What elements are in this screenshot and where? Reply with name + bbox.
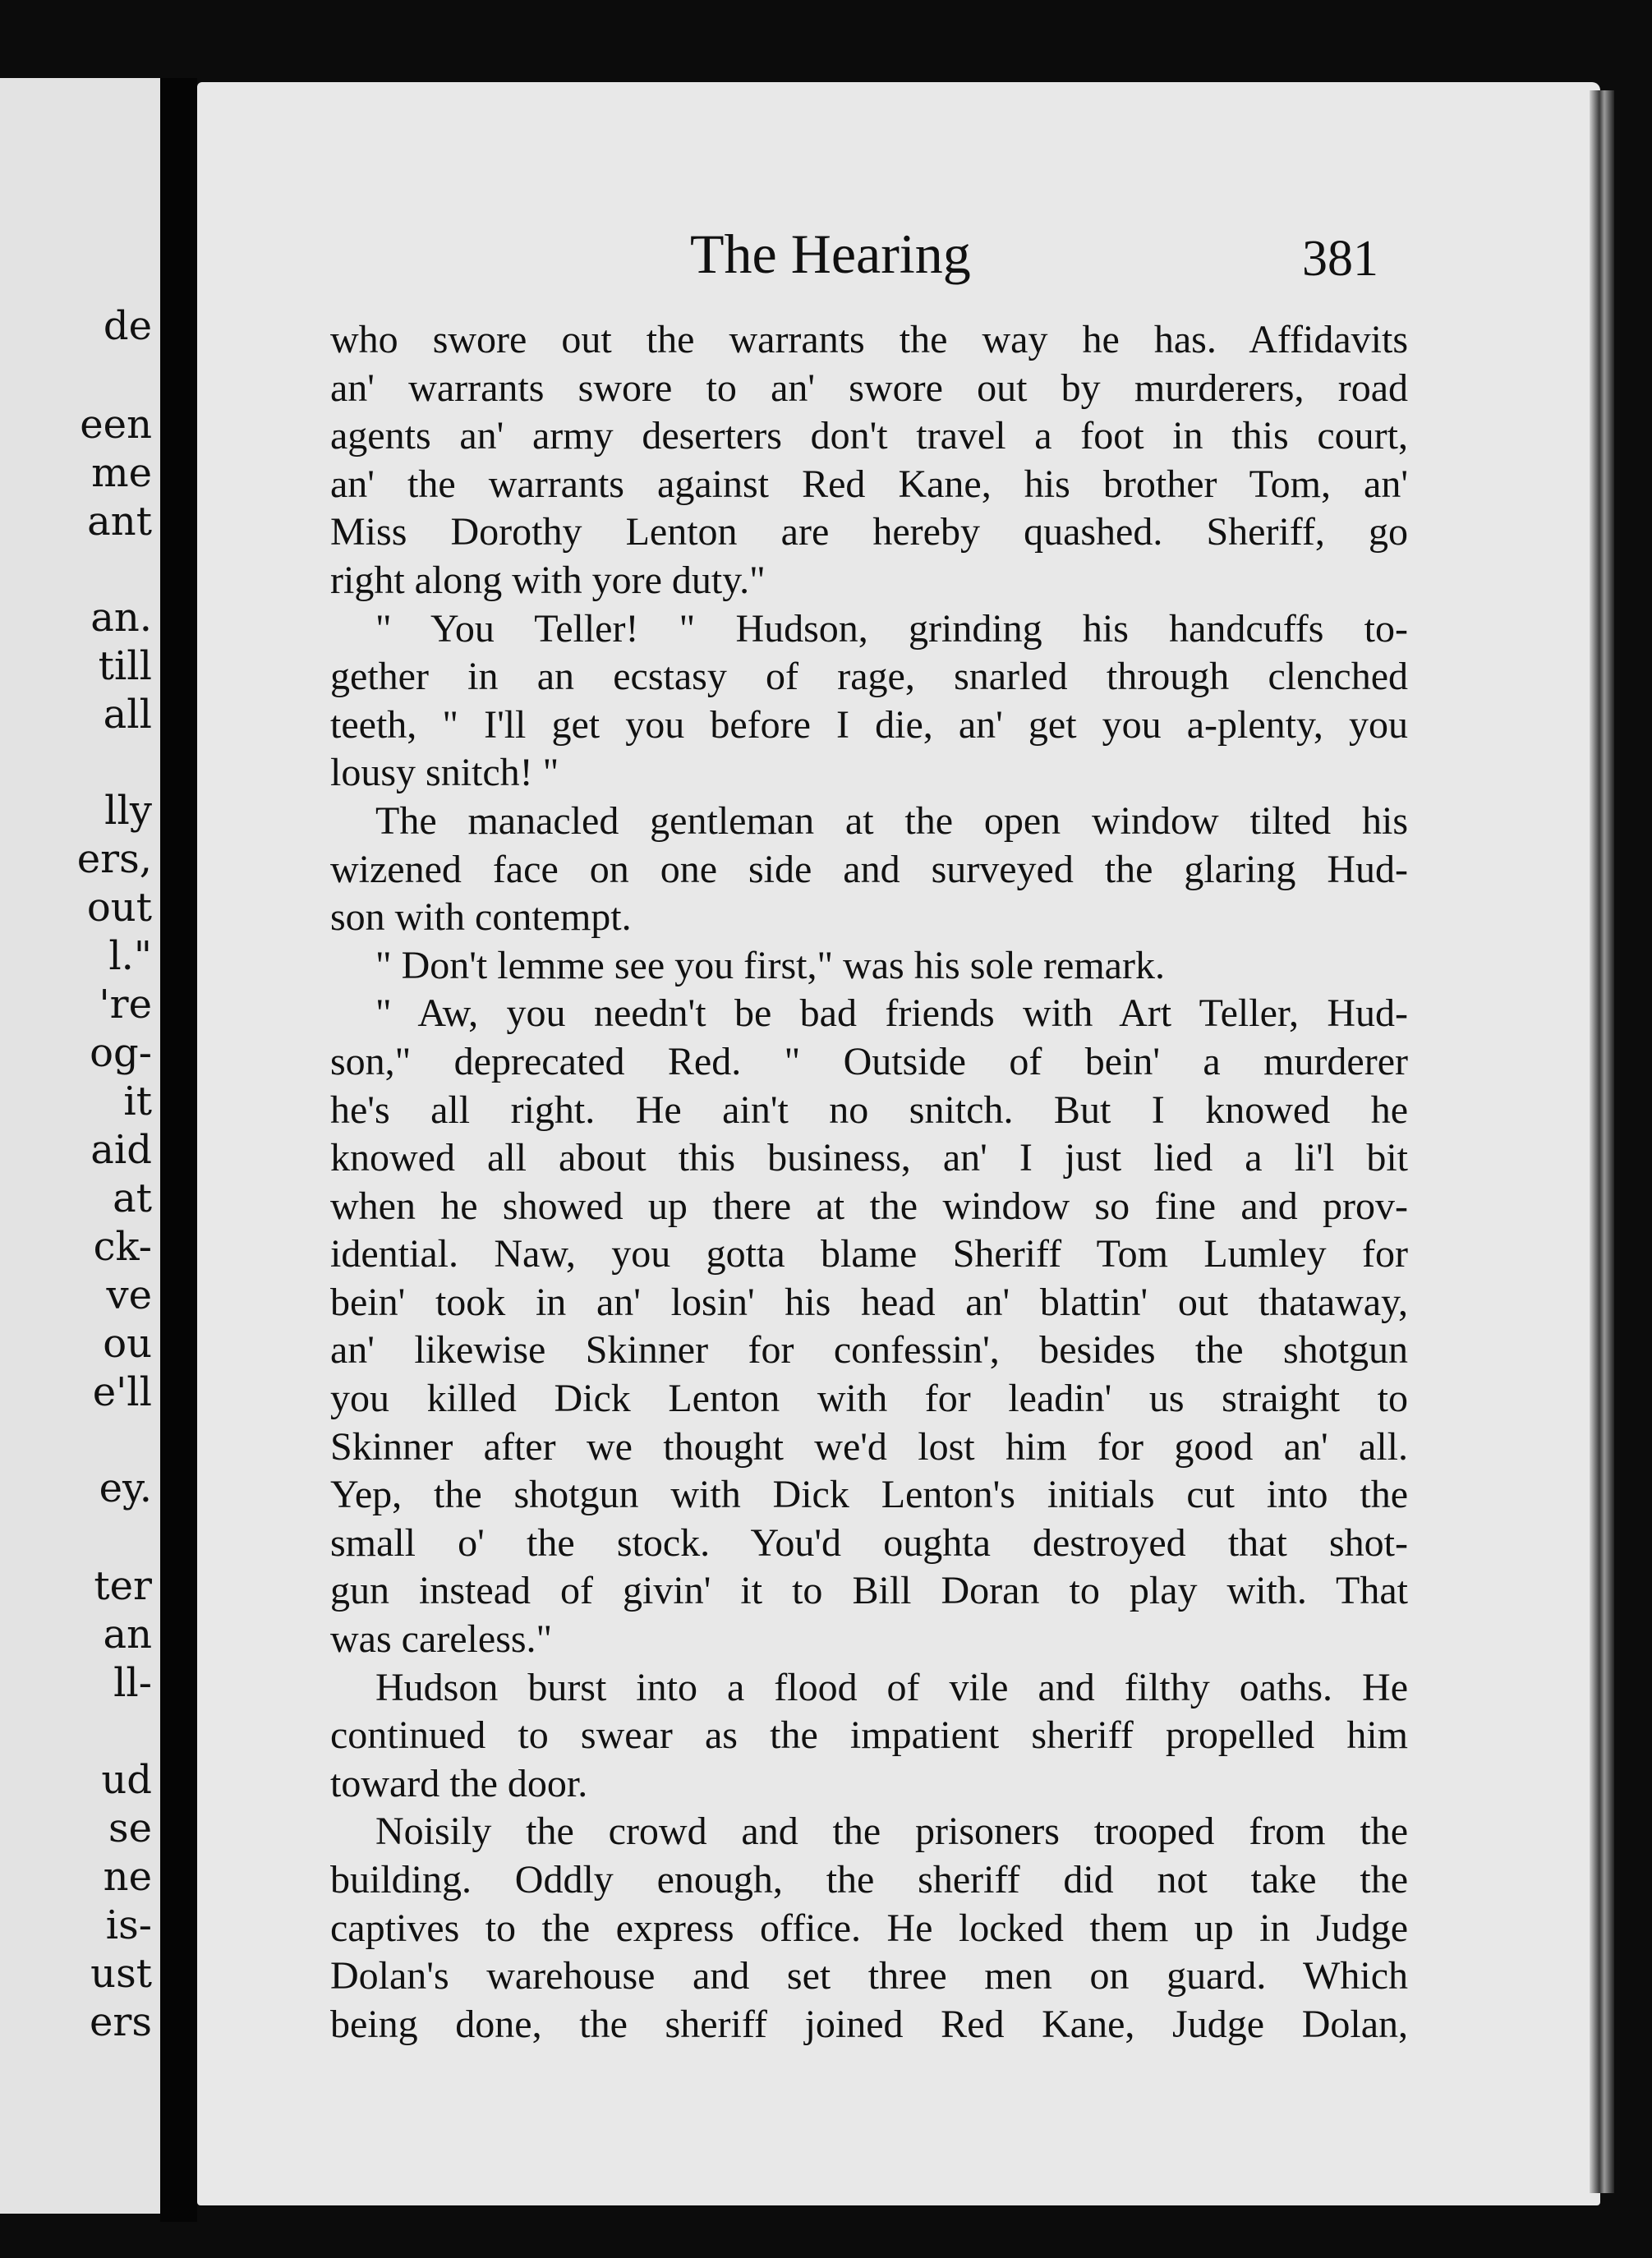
facing-page-fragment: an. [90,595,152,641]
text-line: Noisily the crowd and the prisoners trooped from the [375,1810,1408,1854]
text-line: small o' the stock. You'd oughta destroyed that shot- [330,1520,1408,1565]
facing-page-fragment: e'll [92,1369,152,1415]
facing-page-fragment: ust [90,1951,152,1997]
text-line: idential. Naw, you gotta blame Sheriff Tom Lumley for [330,1232,1408,1276]
text-line: building. Oddly enough, the sheriff did not take the [330,1858,1408,1902]
facing-page-fragment: ll- [113,1660,152,1706]
text-line: he's all right. He ain't no snitch. But I knowed he [330,1088,1408,1132]
text-line: " Don't lemme see you first," was his sole remark. [375,943,1165,987]
facing-page-fragment: is- [105,1902,152,1948]
facing-page-fragment: ne [103,1854,152,1900]
facing-page-fragment: ant [87,499,152,545]
text-line: " You Teller! " Hudson, grinding his handcuffs to- [375,606,1408,651]
facing-page-fragment: at [113,1175,152,1221]
facing-page-fragment: ud [101,1757,152,1803]
text-line: " Aw, you needn't be bad friends with Art Teller, Hud- [375,991,1408,1036]
facing-page-fragment: de [103,303,152,349]
facing-page-fragment: till [98,643,152,689]
text-line: you killed Dick Lenton with for leadin' us straight to [330,1377,1408,1421]
text-line: agents an' army deserters don't travel a foot in this court, [330,414,1408,458]
text-line: gether in an ecstasy of rage, snarled through clenched [330,655,1408,699]
text-line: lousy snitch! " [330,751,559,795]
text-line: an' warrants swore to an' swore out by murderers, road [330,366,1408,410]
text-line: right along with yore duty." [330,558,766,602]
text-line: continued to swear as the impatient sheriff propelled him [330,1713,1408,1758]
facing-page-fragment: ers [90,1999,152,2045]
text-line: knowed all about this business, an' I just lied a li'l bit [330,1136,1408,1180]
facing-page [0,78,160,2214]
text-line: Skinner after we thought we'd lost him for good an' all. [330,1424,1408,1469]
facing-page-fragment: ou [103,1321,152,1367]
text-line: being done, the sheriff joined Red Kane, Judge Dolan, [330,2002,1408,2046]
facing-page-fragment: all [103,692,152,738]
text-line: Dolan's warehouse and set three men on guard. Which [330,1954,1408,1998]
facing-page-fragment: ey. [99,1465,152,1511]
facing-page-fragment: me [91,450,152,496]
text-line: son," deprecated Red. " Outside of bein' a murderer [330,1039,1408,1083]
facing-page-fragment: ers, [76,836,152,882]
facing-page-fragment: een [80,402,152,448]
text-line: Hudson burst into a flood of vile and filthy oaths. He [375,1665,1408,1709]
text-line: bein' took in an' losin' his head an' blattin' out thataway, [330,1280,1408,1324]
text-line: when he showed up there at the window so fine and prov- [330,1184,1408,1228]
page-number: 381 [1302,231,1378,287]
facing-page-fragment: ter [94,1563,152,1609]
text-line: toward the door. [330,1761,588,1805]
facing-page-fragment: og- [90,1030,152,1076]
text-line: wizened face on one side and surveyed the glaring Hud- [330,847,1408,891]
facing-page-fragment: l." [108,933,152,979]
page-edge [1590,90,1614,2193]
facing-page-fragment: it [123,1078,152,1124]
facing-page-fragment: ve [106,1272,152,1318]
text-line: an' the warrants against Red Kane, his brother Tom, an' [330,462,1408,506]
text-line: who swore out the warrants the way he has. Affidavits [330,318,1408,361]
facing-page-fragment: out [86,885,152,931]
facing-page-fragment: aid [90,1127,152,1173]
facing-page-fragment: 're [99,982,152,1028]
text-line: teeth, " I'll get you before I die, an' get you a-plenty, you [330,702,1408,747]
facing-page-fragment: se [108,1805,152,1851]
facing-page-fragment: an [103,1612,152,1658]
text-line: was careless." [330,1617,553,1662]
text-line: gun instead of givin' it to Bill Doran to play with. That [330,1569,1408,1613]
facing-page-fragment: ck- [93,1224,152,1270]
facing-page-fragment: lly [104,788,152,834]
text-line: The manacled gentleman at the open window tilted his [375,798,1408,843]
text-line: Miss Dorothy Lenton are hereby quashed. Sheriff, go [330,510,1408,554]
text-line: Yep, the shotgun with Dick Lenton's initials cut into the [330,1473,1408,1517]
running-head: The Hearing [690,223,971,285]
text-line: captives to the express office. He locked them up in Judge [330,1906,1408,1950]
text-line: son with contempt. [330,895,632,940]
body-text [330,316,1408,2049]
book-gutter [160,78,197,2222]
text-line: an' likewise Skinner for confessin', besides the shotgun [330,1328,1408,1373]
